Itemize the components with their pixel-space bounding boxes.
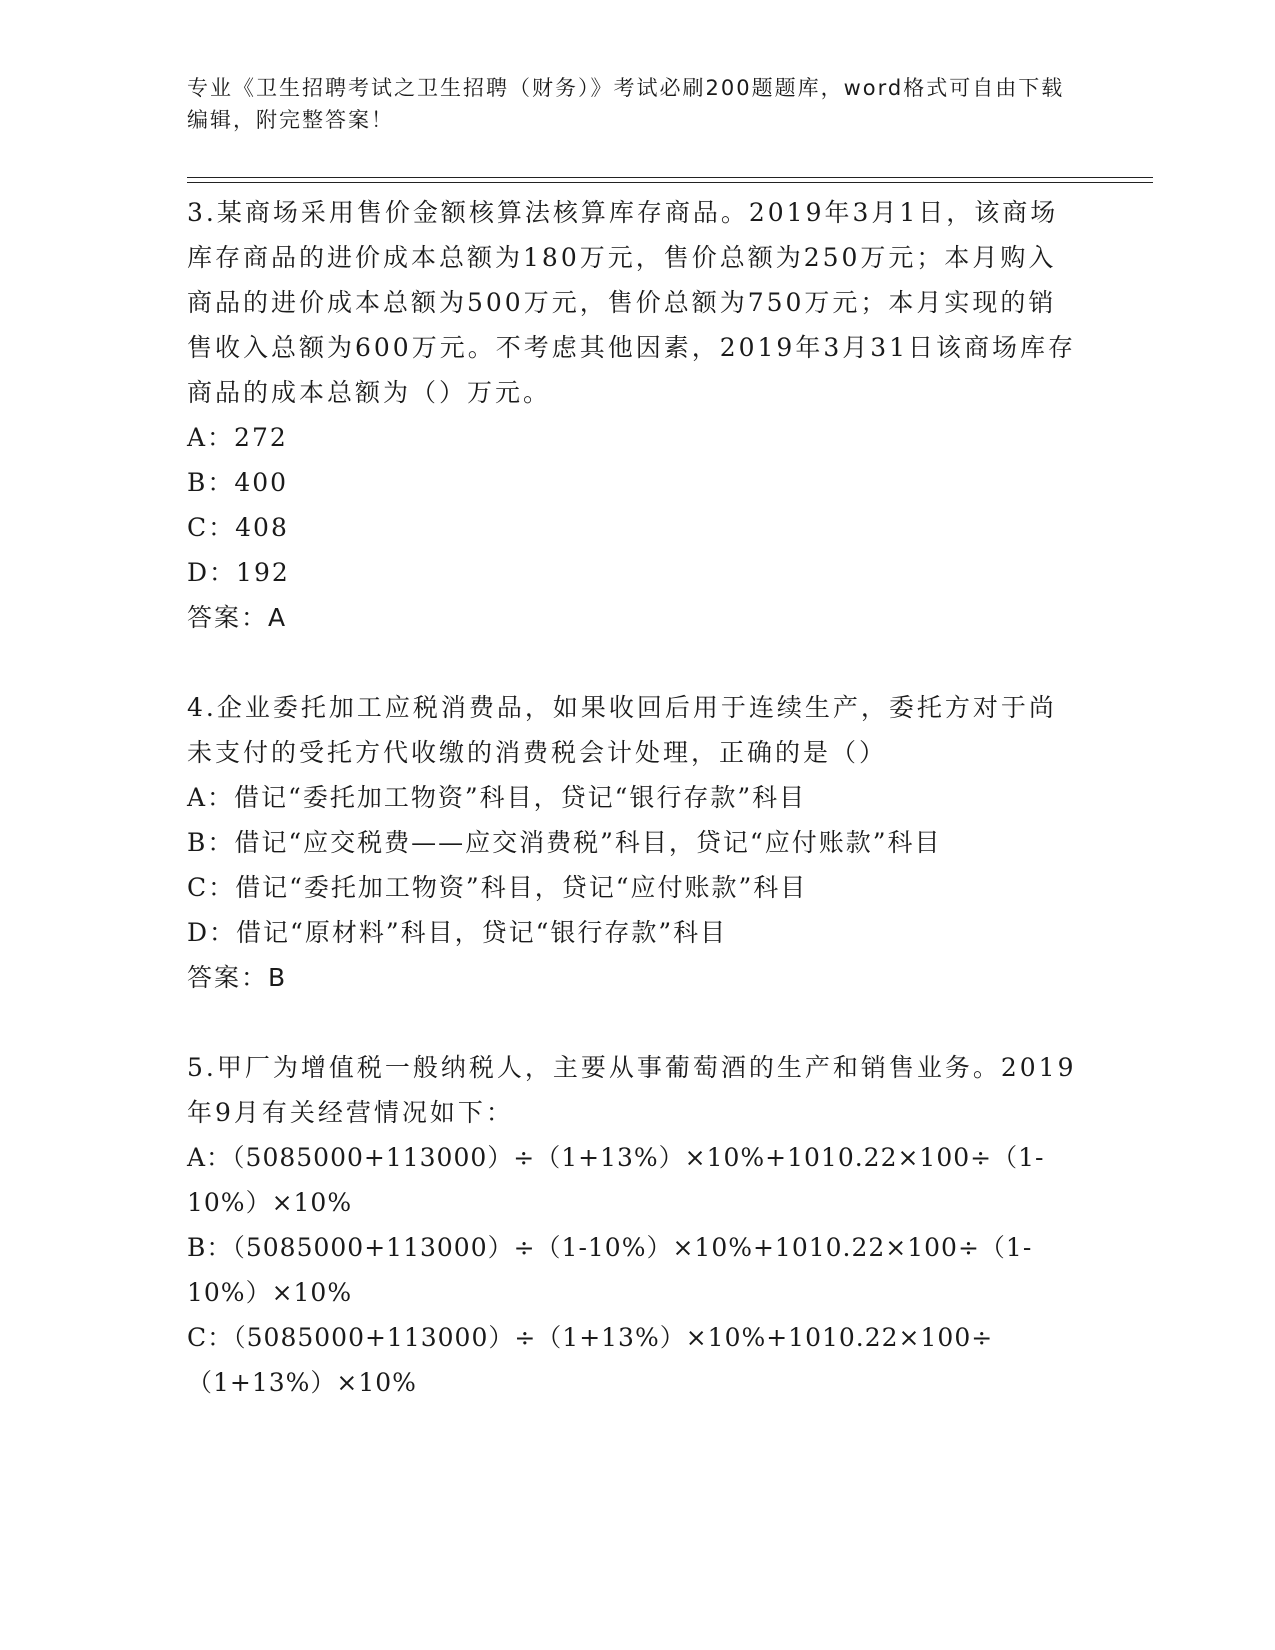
option-b: B：借记“应交税费——应交消费税”科目，贷记“应付账款”科目 [187,828,942,857]
header-divider-top [187,177,1153,178]
option-a: A：（5085000+113000）÷（1+13%）×10%+1010.22×100÷（1-10%）×10% [187,1143,1045,1217]
spacer [187,640,1087,685]
document-header [187,72,1067,136]
question-5 [187,1045,1087,1405]
header-divider-bottom [187,182,1153,183]
option-a: A：借记“委托加工物资”科目，贷记“银行存款”科目 [187,783,807,812]
question-stem: 5.甲厂为增值税一般纳税人，主要从事葡萄酒的生产和销售业务。2019年9月有关经营情况如下： [187,1053,1077,1127]
spacer [187,1000,1087,1045]
question-stem: 4.企业委托加工应税消费品，如果收回后用于连续生产，委托方对于尚未支付的受托方代收缴的消费税会计处理，正确的是（） [187,693,1057,767]
question-stem: 3.某商场采用售价金额核算法核算库存商品。2019年3月1日，该商场库存商品的进价成本总额为180万元，售价总额为250万元；本月购入商品的进价成本总额为500万元，售价总额为750万元；本月实现的销售收入总额为600万元。不考虑其他因素，2019年3月31日该商场库存商品的成本总额为（）万元。 [187,198,1077,407]
option-b: B：（5085000+113000）÷（1-10%）×10%+1010.22×100÷（1-10%）×10% [187,1233,1033,1307]
answer: 答案：A [187,603,288,632]
option-c: C：借记“委托加工物资”科目，贷记“应付账款”科目 [187,873,808,902]
option-b: B：400 [187,468,289,497]
answer: 答案：B [187,963,288,992]
option-d: D：借记“原材料”科目，贷记“银行存款”科目 [187,918,728,947]
option-c: C：（5085000+113000）÷（1+13%）×10%+1010.22×100÷（1+13%）×10% [187,1323,994,1397]
option-d: D：192 [187,558,290,587]
question-3 [187,190,1087,640]
option-c: C：408 [187,513,289,542]
question-list [187,190,1087,1405]
option-a: A：272 [187,423,288,452]
question-4 [187,685,1087,1000]
header-title: 专业《卫生招聘考试之卫生招聘（财务）》考试必刷200题题库，word格式可自由下载编辑，附完整答案！ [187,76,1065,132]
